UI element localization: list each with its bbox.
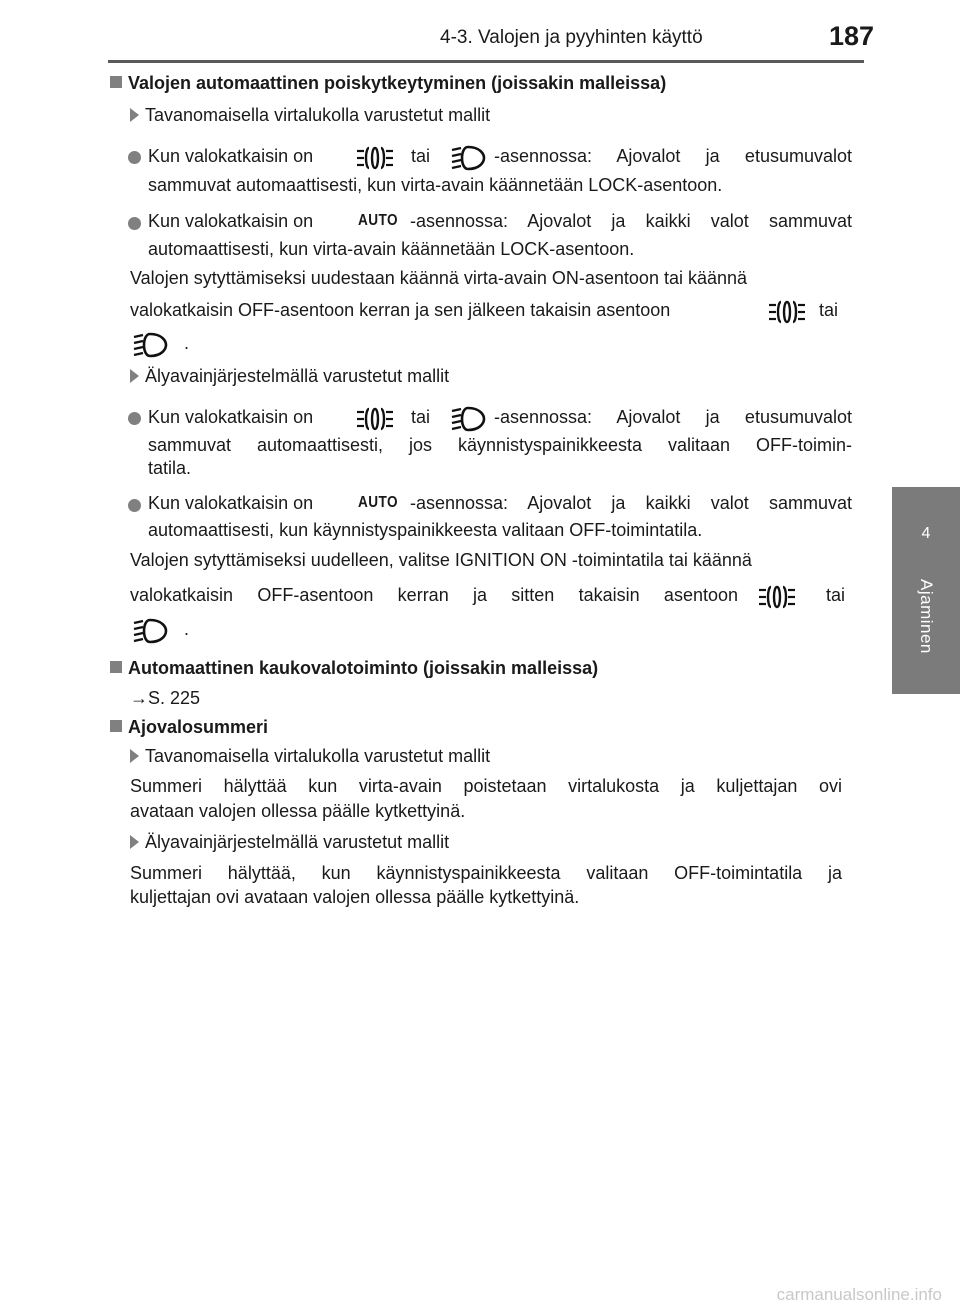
text: avataan valojen ollessa päälle kytkettyinä.	[130, 801, 466, 821]
section-heading-auto-off: Valojen automaattinen poiskytkeytyminen (joissakin malleissa)	[110, 73, 666, 94]
text: .	[184, 333, 190, 353]
page-number: 187	[829, 21, 875, 51]
round-bullet-icon	[128, 412, 141, 425]
triangle-bullet-icon	[130, 108, 139, 122]
headlight-icon	[132, 331, 172, 359]
text: Kun valokatkaisin on	[148, 146, 314, 166]
text: Summeri hälyttää, kun käynnistyspainikkeesta valitaan OFF-toimintatila ja	[130, 863, 842, 883]
triangle-bullet-icon	[130, 369, 139, 383]
tail-light-icon	[355, 144, 395, 172]
page-reference: →S. 225	[130, 688, 201, 708]
round-bullet-icon	[128, 499, 141, 512]
text: sammuvat automaattisesti, jos käynnistyspainikkeesta valitaan OFF-toimin-	[148, 435, 852, 455]
text: Summeri hälyttää kun virta-avain poistetaan virtalukosta ja kuljettajan ovi	[130, 776, 842, 796]
tail-light-icon	[757, 583, 797, 611]
text: valokatkaisin OFF-asentoon kerran ja sen jälkeen takaisin asentoon	[130, 300, 671, 320]
round-bullet-icon	[128, 217, 141, 230]
text: automaattisesti, kun käynnistyspainikkeesta valitaan OFF-toimintatila.	[148, 520, 703, 540]
text: tai	[819, 300, 839, 320]
text: valokatkaisin OFF-asentoon kerran ja sitten takaisin asentoon	[130, 585, 738, 605]
headlight-icon	[450, 405, 490, 433]
headlight-icon	[132, 617, 172, 645]
round-bullet-icon	[128, 151, 141, 164]
chapter-label: Ajaminen	[917, 579, 936, 654]
subheading-smart-key: Älyavainjärjestelmällä varustetut mallit	[130, 832, 449, 853]
text: .	[184, 619, 190, 639]
chapter-side-tab	[892, 487, 960, 694]
triangle-bullet-icon	[130, 749, 139, 763]
section-heading-buzzer: Ajovalosummeri	[110, 717, 268, 738]
text: -asennossa: Ajovalot ja kaikki valot sammuvat	[410, 211, 852, 231]
tail-light-icon	[767, 298, 807, 326]
text: tai	[411, 146, 431, 166]
text: Valojen sytyttämiseksi uudestaan käännä virta-avain ON-asentoon tai käännä	[130, 268, 748, 288]
text: Kun valokatkaisin on	[148, 407, 314, 427]
subheading-conventional-key: Tavanomaisella virtalukolla varustetut mallit	[130, 105, 490, 126]
text: tai	[826, 585, 846, 605]
text: Kun valokatkaisin on	[148, 493, 314, 513]
text: kuljettajan ovi avataan valojen ollessa päälle kytkettyinä.	[130, 887, 580, 907]
text: -asennossa: Ajovalot ja kaikki valot sammuvat	[410, 493, 852, 513]
text: tatila.	[148, 458, 192, 478]
square-bullet-icon	[110, 720, 122, 732]
watermark: carmanualsonline.info	[776, 1285, 942, 1304]
text: Kun valokatkaisin on	[148, 211, 314, 231]
text: -asennossa: Ajovalot ja etusumuvalot	[494, 407, 852, 427]
text: automaattisesti, kun virta-avain käännetään LOCK-asentoon.	[148, 239, 635, 259]
chapter-number: 4	[921, 525, 931, 542]
section-title: 4-3. Valojen ja pyyhinten käyttö	[440, 27, 703, 48]
tail-light-icon	[355, 405, 395, 433]
triangle-bullet-icon	[130, 835, 139, 849]
auto-icon: AUTO	[358, 494, 398, 511]
headlight-icon	[450, 144, 490, 172]
subheading-conventional-key: Tavanomaisella virtalukolla varustetut mallit	[130, 746, 490, 767]
header-rule	[108, 60, 864, 63]
section-heading-auto-high-beam: Automaattinen kaukovalotoiminto (joissakin malleissa)	[110, 658, 598, 679]
auto-icon: AUTO	[358, 212, 398, 229]
text: sammuvat automaattisesti, kun virta-avain käännetään LOCK-asentoon.	[148, 175, 723, 195]
square-bullet-icon	[110, 661, 122, 673]
text: tai	[411, 407, 431, 427]
square-bullet-icon	[110, 76, 122, 88]
text: Valojen sytyttämiseksi uudelleen, valitse IGNITION ON -toimintatila tai käännä	[130, 550, 752, 570]
subheading-smart-key: Älyavainjärjestelmällä varustetut mallit	[130, 366, 449, 387]
text: -asennossa: Ajovalot ja etusumuvalot	[494, 146, 852, 166]
